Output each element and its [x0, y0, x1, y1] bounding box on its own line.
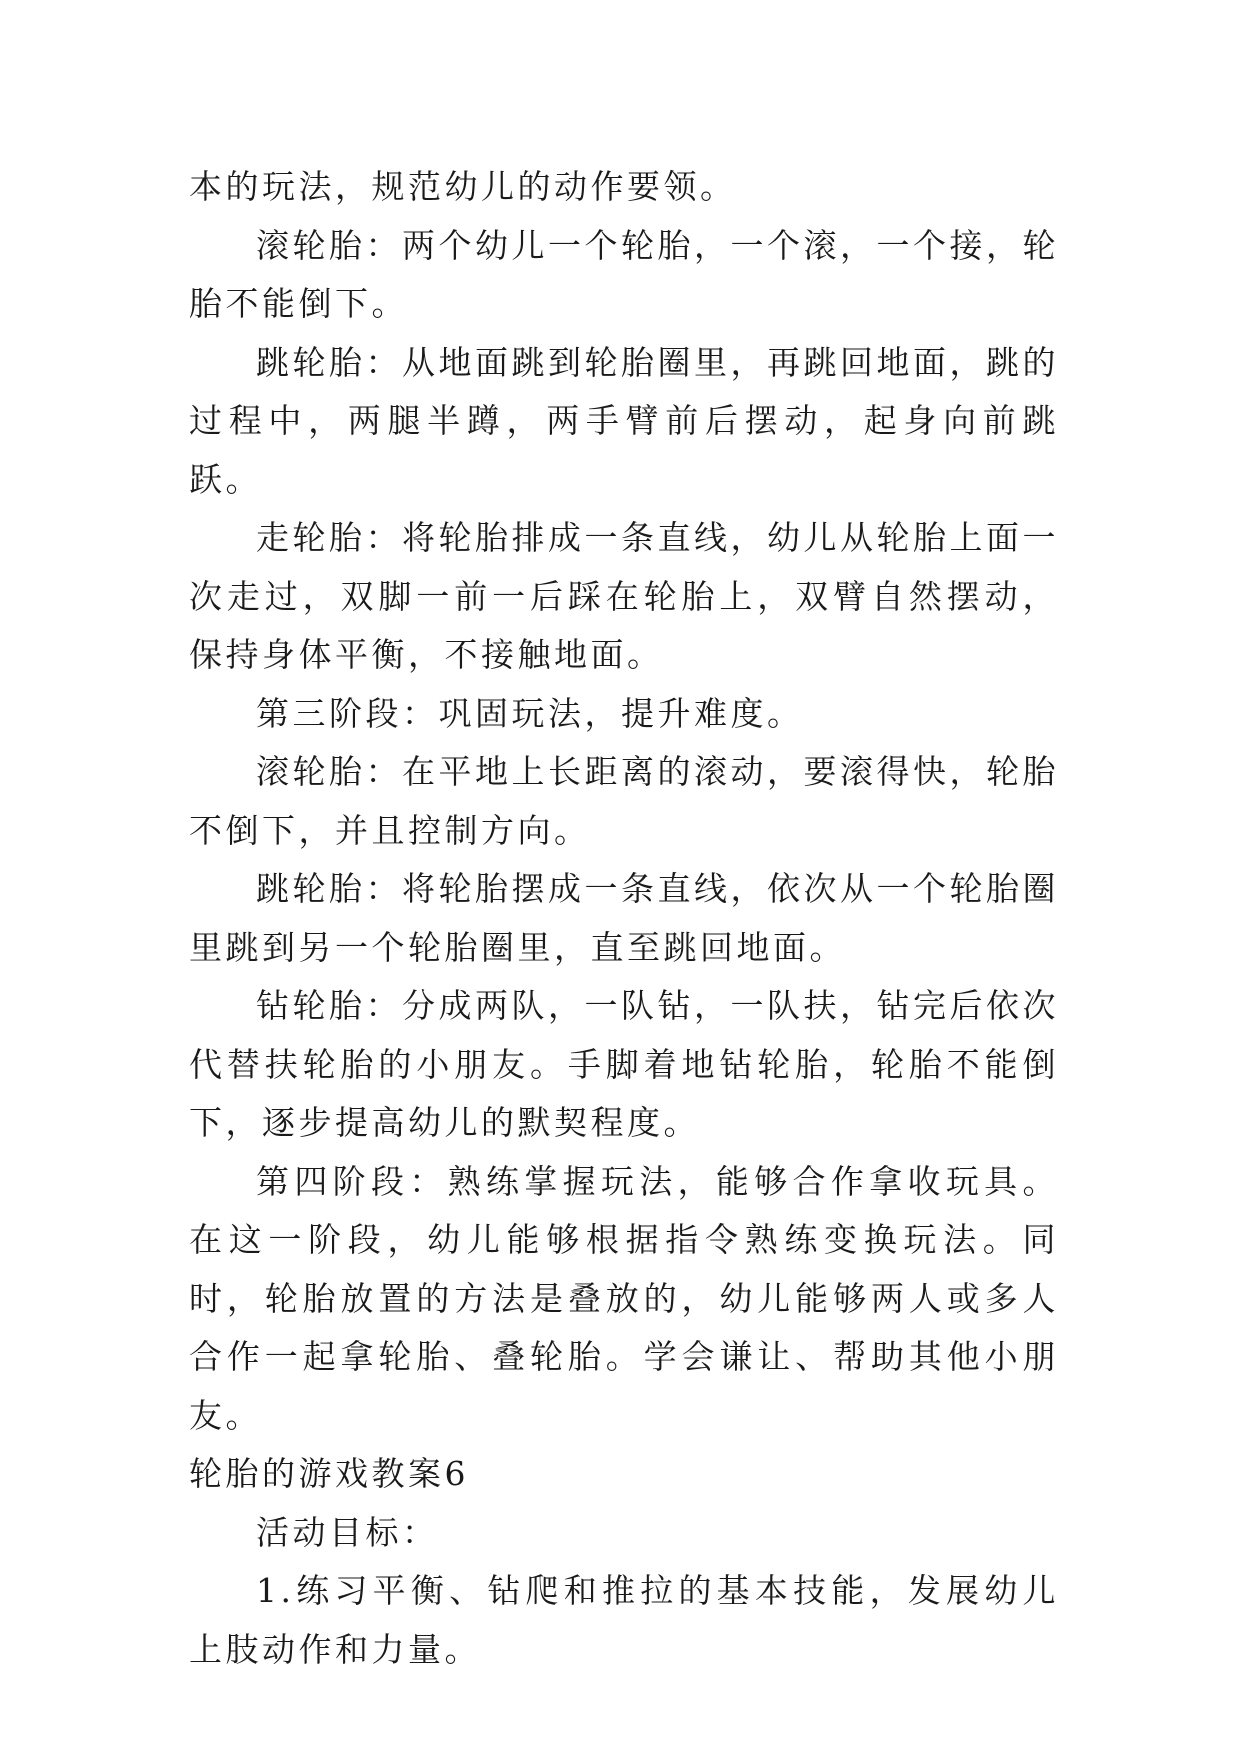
paragraph-roll-tire: 滚轮胎：两个幼儿一个轮胎，一个滚，一个接，轮胎不能倒下。	[189, 225, 1059, 323]
paragraph-stage-three: 第三阶段：巩固玩法，提升难度。	[256, 693, 804, 733]
paragraph-roll-tire-advanced: 滚轮胎：在平地上长距离的滚动，要滚得快，轮胎不倒下，并且控制方向。	[189, 752, 1059, 850]
paragraph-stage-four: 第四阶段：熟练掌握玩法，能够合作拿收玩具。 在这一阶段，幼儿能够根据指令熟练变换玩法。同时，轮胎放置的方法是叠放的，幼儿能够两人或多人合作一起拿轮胎、叠轮胎。学会谦让、帮助其他小朋友。	[189, 1161, 1059, 1435]
paragraph-jump-tire: 跳轮胎：从地面跳到轮胎圈里，再跳回地面，跳的过程中，两腿半蹲，两手臂前后摆动，起身向前跳跃。	[189, 342, 1059, 499]
paragraph-walk-tire: 走轮胎：将轮胎排成一条直线，幼儿从轮胎上面一次走过，双脚一前一后踩在轮胎上，双臂自然摆动，保持身体平衡，不接触地面。	[189, 518, 1059, 674]
section-heading: 轮胎的游戏教案6	[189, 1454, 469, 1493]
paragraph-jump-tire-advanced: 跳轮胎：将轮胎摆成一条直线，依次从一个轮胎圈里跳到另一个轮胎圈里，直至跳回地面。	[189, 869, 1059, 967]
paragraph-activity-goals: 活动目标：	[256, 1512, 439, 1552]
paragraph-goal-one: 1.练习平衡、钻爬和推拉的基本技能，发展幼儿上肢动作和力量。	[189, 1571, 1059, 1669]
paragraph-crawl-tire: 钻轮胎：分成两队，一队钻，一队扶，钻完后依次代替扶轮胎的小朋友。手脚着地钻轮胎，轮胎不能倒下，逐步提高幼儿的默契程度。	[189, 986, 1059, 1142]
document-body	[189, 158, 1059, 1679]
paragraph-continuation: 本的玩法，规范幼儿的动作要领。	[189, 167, 737, 206]
